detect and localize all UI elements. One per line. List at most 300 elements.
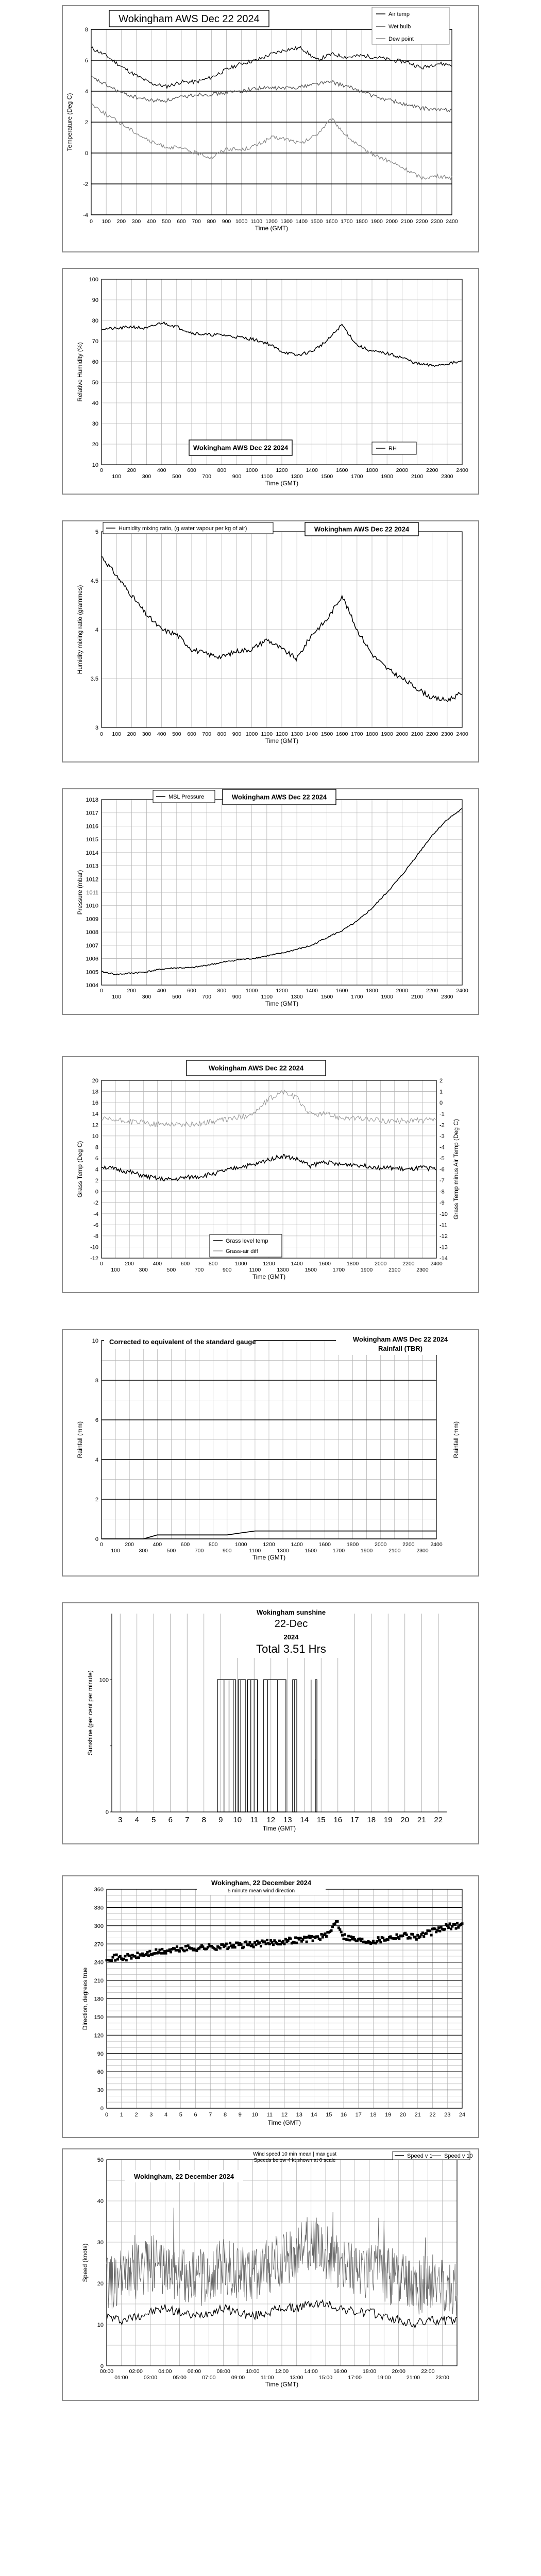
- x-tick-label: 900: [222, 1548, 232, 1554]
- data-point: [229, 1942, 231, 1944]
- x-tick-label: 900: [222, 1267, 232, 1273]
- x-tick-label: 400: [157, 467, 166, 473]
- y-tick-label: -14: [439, 1256, 448, 1262]
- data-point: [341, 1934, 344, 1937]
- x-tick-label: 1100: [249, 1548, 261, 1554]
- x-axis-label: Time (GMT): [262, 1825, 296, 1832]
- y-tick-label: 1016: [86, 823, 98, 830]
- data-point: [415, 1938, 418, 1941]
- panel-sunshine: [62, 1602, 479, 1844]
- y-tick-label: 50: [92, 380, 98, 386]
- y-tick-label: -1: [439, 1111, 445, 1117]
- x-tick-label: 18:00: [362, 2368, 377, 2375]
- y-tick-label: 1014: [86, 850, 98, 856]
- x-tick-label: 1500: [320, 473, 333, 480]
- y-axis-label: Speed (knots): [81, 2243, 89, 2282]
- x-tick-label: 4: [164, 2112, 168, 2118]
- data-point: [114, 1959, 116, 1962]
- sunshine-block: [238, 1680, 246, 1812]
- y-tick-label: 16: [92, 1100, 98, 1107]
- data-point: [331, 1925, 334, 1928]
- x-tick-label: 2200: [402, 1541, 415, 1548]
- x-tick-label: 500: [172, 731, 181, 737]
- y-tick-label: 0: [100, 2106, 104, 2112]
- y-tick-label: -2: [93, 1200, 98, 1207]
- data-point: [253, 1941, 256, 1944]
- data-point: [348, 1939, 351, 1941]
- data-point: [154, 1952, 156, 1955]
- x-tick-label: 1400: [295, 218, 308, 225]
- y-tick-label: 6: [84, 58, 88, 64]
- data-point: [456, 1922, 459, 1925]
- data-point: [184, 1945, 187, 1947]
- y-tick-label: 360: [94, 1887, 104, 1893]
- data-point: [165, 1952, 167, 1955]
- y-tick-label: 0: [105, 1809, 109, 1816]
- x-tick-label: 13: [296, 2112, 302, 2118]
- x-tick-label: 1900: [381, 731, 393, 737]
- y-tick-label: 10: [97, 2322, 104, 2328]
- y-tick-label: 1008: [86, 929, 98, 936]
- panel-temperature: [62, 5, 479, 252]
- x-tick-label: 800: [217, 731, 227, 737]
- y-tick-label: -2: [439, 1122, 445, 1129]
- x-tick-label: 07:00: [202, 2375, 216, 2381]
- data-point: [347, 1935, 350, 1938]
- y-tick-label: 90: [97, 2050, 104, 2057]
- x-tick-label: 10: [251, 2112, 258, 2118]
- y-tick-label: 1009: [86, 916, 98, 923]
- x-axis-label: Time (GMT): [252, 1273, 286, 1280]
- data-point: [382, 1937, 384, 1939]
- data-point: [379, 1941, 382, 1943]
- data-point: [138, 1956, 140, 1959]
- legend-entry-label: MSL Pressure: [168, 794, 205, 800]
- y-axis-label: Sunshine (per cent per minute): [87, 1670, 94, 1755]
- y-tick-label: 10: [92, 1133, 98, 1140]
- x-tick-label: 1800: [366, 731, 378, 737]
- data-point: [322, 1936, 324, 1939]
- y-tick-label: 8: [95, 1144, 98, 1151]
- x-tick-label: 1300: [291, 473, 303, 480]
- legend-entry-label: Dew point: [388, 36, 414, 42]
- y-tick-label: -12: [439, 1233, 448, 1240]
- y-tick-label: 1004: [86, 982, 98, 989]
- x-tick-label: 1900: [370, 218, 383, 225]
- data-point: [284, 1938, 287, 1940]
- x-tick-label: 08:00: [216, 2368, 230, 2375]
- data-point: [409, 1937, 412, 1939]
- y-tick-label: -4: [83, 212, 88, 218]
- y-tick-label: 80: [92, 318, 98, 324]
- data-point: [185, 1948, 188, 1951]
- data-point: [299, 1937, 302, 1939]
- y-axis-label: Rainfall (mm): [76, 1421, 83, 1459]
- data-point: [124, 1955, 126, 1957]
- x-tick-label: 19: [385, 2112, 392, 2118]
- x-tick-label: 2100: [388, 1548, 401, 1554]
- x-tick-label: 2300: [416, 1548, 429, 1554]
- x-tick-label: 3: [118, 1816, 123, 1824]
- x-tick-label: 18: [370, 2112, 377, 2118]
- x-tick-label: 2200: [426, 988, 438, 994]
- x-tick-label: 10:00: [246, 2368, 260, 2375]
- x-tick-label: 400: [157, 731, 166, 737]
- x-tick-label: 8: [201, 1816, 206, 1824]
- chart-year: 2024: [283, 1633, 299, 1641]
- x-tick-label: 1000: [245, 467, 258, 473]
- y-tick-label: 6: [95, 1155, 98, 1162]
- x-tick-label: 400: [153, 1541, 162, 1548]
- legend-entry-label: RH: [388, 446, 397, 452]
- data-point: [412, 1933, 414, 1936]
- x-tick-label: 23:00: [435, 2375, 449, 2381]
- x-tick-label: 1400: [306, 467, 318, 473]
- y-tick-label: 4: [95, 1166, 98, 1173]
- x-tick-label: 900: [232, 994, 242, 1000]
- x-tick-label: 400: [157, 988, 166, 994]
- x-tick-label: 700: [202, 994, 211, 1000]
- x-tick-label: 600: [180, 1261, 190, 1267]
- y-tick-label: 240: [94, 1959, 104, 1966]
- data-point: [312, 1939, 314, 1942]
- y-axis-label: Relative Humidity (%): [76, 342, 83, 402]
- y-tick-label: -2: [83, 181, 88, 188]
- y-tick-label: 3: [95, 725, 98, 731]
- x-tick-label: 2000: [374, 1541, 387, 1548]
- panel-mixing-ratio: [62, 520, 479, 762]
- y-tick-label: 30: [97, 2240, 104, 2246]
- data-point: [207, 1946, 209, 1948]
- data-point: [334, 1922, 336, 1925]
- x-tick-label: 2100: [388, 1267, 401, 1273]
- y-tick-label: -8: [439, 1189, 445, 1195]
- x-tick-label: 900: [232, 731, 242, 737]
- x-tick-label: 7: [185, 1816, 190, 1824]
- data-point: [130, 1957, 132, 1960]
- panel-grass: [62, 1056, 479, 1293]
- x-tick-label: 200: [127, 467, 137, 473]
- x-tick-label: 10: [233, 1816, 242, 1824]
- data-point: [324, 1933, 327, 1935]
- y-tick-label: 0: [84, 150, 88, 157]
- chart-note-1: Wind speed 10 min mean | max gust: [252, 2151, 337, 2157]
- y-tick-label: 2: [95, 1178, 98, 1184]
- y-tick-label: 60: [97, 2069, 104, 2076]
- data-point: [170, 1951, 172, 1953]
- chart-title: Wokingham, 22 December 2024: [133, 2173, 234, 2180]
- y-tick-label: 18: [92, 1089, 98, 1095]
- x-tick-label: 1800: [346, 1261, 359, 1267]
- x-tick-label: 1700: [332, 1267, 345, 1273]
- data-point: [225, 1943, 228, 1945]
- x-tick-label: 11: [250, 1816, 259, 1824]
- y-tick-label: 100: [89, 277, 98, 283]
- legend-entry-label: Wet bulb: [388, 24, 411, 30]
- x-tick-label: 06:00: [187, 2368, 201, 2375]
- x-tick-label: 1900: [381, 473, 393, 480]
- x-tick-label: 2100: [411, 994, 424, 1000]
- x-tick-label: 700: [192, 218, 201, 225]
- y-tick-label: 6: [95, 1417, 98, 1423]
- x-tick-label: 1600: [318, 1541, 331, 1548]
- x-tick-label: 1000: [235, 218, 248, 225]
- x-tick-label: 2200: [415, 218, 428, 225]
- pressure-chart: [63, 789, 478, 1014]
- y-tick-label: 0: [439, 1100, 443, 1107]
- x-tick-label: 2000: [385, 218, 398, 225]
- x-tick-label: 12:00: [275, 2368, 289, 2375]
- chart-title: Wokingham sunshine: [256, 1608, 326, 1616]
- y-tick-label: 1013: [86, 863, 98, 870]
- data-point: [119, 1955, 122, 1958]
- data-point: [115, 1954, 118, 1956]
- chart-title: Wokingham AWS Dec 22 2024: [119, 13, 260, 25]
- x-tick-label: 8: [223, 2112, 227, 2118]
- data-point: [268, 1943, 271, 1945]
- x-tick-label: 2400: [456, 988, 468, 994]
- data-point: [277, 1943, 280, 1945]
- x-tick-label: 2400: [456, 467, 468, 473]
- chart-title: Wokingham, 22 December 2024: [211, 1879, 312, 1887]
- x-tick-label: 2300: [441, 731, 453, 737]
- x-tick-label: 2400: [456, 731, 468, 737]
- sunshine-block: [263, 1680, 286, 1812]
- data-point: [436, 1929, 439, 1931]
- data-point: [447, 1926, 450, 1929]
- y-tick-label: 1: [439, 1089, 443, 1095]
- y-axis-label: Pressure (mbar): [76, 870, 83, 915]
- chart-total: Total 3.51 Hrs: [256, 1642, 326, 1655]
- x-tick-label: 1100: [261, 473, 273, 480]
- legend-entry-label: Humidity mixing ratio, (g water vapour per kg of air): [119, 526, 247, 532]
- x-tick-label: 0: [100, 988, 103, 994]
- y-tick-label: -5: [439, 1155, 445, 1162]
- y-axis-label: Temperature (Deg C): [66, 93, 73, 151]
- data-point: [247, 1944, 250, 1946]
- x-tick-label: 14: [311, 2112, 317, 2118]
- y-tick-label: 1006: [86, 956, 98, 962]
- data-point: [287, 1939, 290, 1942]
- y-tick-label: 20: [92, 1078, 98, 1084]
- data-point: [422, 1935, 425, 1938]
- data-point: [248, 1941, 251, 1944]
- data-point: [455, 1927, 458, 1930]
- chart-title: Wokingham AWS Dec 22 2024: [231, 793, 327, 801]
- data-point: [265, 1942, 267, 1945]
- x-tick-label: 1200: [276, 988, 288, 994]
- data-point: [148, 1950, 151, 1953]
- x-tick-label: 2000: [396, 467, 409, 473]
- data-point: [396, 1934, 398, 1936]
- data-point: [301, 1938, 304, 1941]
- y-tick-label: 4.5: [90, 578, 98, 584]
- y-tick-label: 40: [97, 2198, 104, 2205]
- y-tick-label: 1010: [86, 903, 98, 909]
- x-tick-label: 2000: [396, 988, 409, 994]
- x-tick-label: 2400: [430, 1261, 443, 1267]
- x-tick-label: 20: [400, 1816, 410, 1824]
- x-tick-label: 200: [127, 731, 137, 737]
- y-tick-label: 12: [92, 1122, 98, 1129]
- x-tick-label: 24: [459, 2112, 466, 2118]
- x-tick-label: 13: [283, 1816, 292, 1824]
- x-tick-label: 14: [300, 1816, 309, 1824]
- chart-title: Wokingham AWS Dec 22 2024: [352, 1335, 448, 1343]
- x-tick-label: 300: [131, 218, 141, 225]
- x-tick-label: 9: [218, 1816, 223, 1824]
- data-point: [450, 1928, 452, 1930]
- data-point: [240, 1943, 243, 1946]
- x-tick-label: 300: [142, 994, 151, 1000]
- x-tick-label: 1400: [306, 731, 318, 737]
- data-point: [310, 1935, 313, 1938]
- data-point: [425, 1932, 428, 1935]
- x-tick-label: 2100: [400, 218, 413, 225]
- x-tick-label: 100: [112, 473, 121, 480]
- chart-title: Wokingham AWS Dec 22 2024: [193, 444, 289, 452]
- x-tick-label: 2400: [430, 1541, 443, 1548]
- data-point: [405, 1934, 408, 1936]
- data-point: [421, 1931, 424, 1934]
- x-tick-label: 0: [100, 467, 103, 473]
- x-tick-label: 11: [266, 2112, 273, 2118]
- y-axis-label: Humidity mixing ratio (grammes): [76, 585, 83, 674]
- y-tick-label: 10: [92, 462, 98, 468]
- data-point: [113, 1954, 115, 1956]
- data-point: [255, 1943, 257, 1946]
- x-tick-label: 3: [149, 2112, 153, 2118]
- data-point: [176, 1945, 178, 1948]
- x-tick-label: 600: [187, 731, 196, 737]
- y-tick-label: 2: [439, 1078, 443, 1084]
- x-tick-label: 600: [187, 467, 196, 473]
- x-tick-label: 2400: [446, 218, 458, 225]
- x-tick-label: 2300: [441, 473, 453, 480]
- x-tick-label: 1500: [305, 1267, 317, 1273]
- y-tick-label: 210: [94, 1978, 104, 1985]
- y-tick-label: 5: [95, 529, 98, 535]
- x-axis-label: Time (GMT): [252, 1554, 286, 1561]
- data-point: [282, 1940, 284, 1943]
- x-tick-label: 1400: [291, 1261, 303, 1267]
- y-tick-label: -10: [439, 1211, 448, 1217]
- x-tick-label: 1100: [261, 731, 273, 737]
- data-point: [340, 1930, 343, 1933]
- x-tick-label: 22: [429, 2112, 436, 2118]
- x-tick-label: 1900: [360, 1548, 373, 1554]
- y-tick-label: -12: [90, 1256, 98, 1262]
- x-tick-label: 1300: [277, 1548, 289, 1554]
- data-point: [453, 1923, 456, 1926]
- y-tick-label: -4: [439, 1144, 445, 1151]
- y-tick-label: 1011: [86, 890, 98, 896]
- x-tick-label: 17: [355, 2112, 362, 2118]
- y-tick-label: 30: [97, 2087, 104, 2094]
- y-tick-label: 14: [92, 1111, 98, 1117]
- x-tick-label: 800: [217, 467, 227, 473]
- x-tick-label: 200: [125, 1541, 134, 1548]
- data-point: [289, 1938, 292, 1940]
- x-tick-label: 1200: [276, 467, 288, 473]
- humidity-chart: [63, 269, 478, 494]
- x-tick-label: 1600: [335, 988, 348, 994]
- y-tick-label: 3.5: [90, 676, 98, 682]
- x-tick-label: 1200: [265, 218, 278, 225]
- data-point: [416, 1934, 419, 1937]
- x-tick-label: 1300: [277, 1267, 289, 1273]
- y-tick-label: 0: [95, 1536, 98, 1543]
- sunshine-block: [293, 1680, 297, 1812]
- x-tick-label: 1000: [245, 731, 258, 737]
- data-point: [434, 1927, 436, 1930]
- x-tick-label: 100: [102, 218, 111, 225]
- data-point: [136, 1952, 139, 1954]
- data-point: [449, 1922, 451, 1925]
- x-tick-label: 300: [142, 731, 151, 737]
- x-tick-label: 1800: [356, 218, 368, 225]
- x-tick-label: 600: [187, 988, 196, 994]
- x-tick-label: 100: [111, 1548, 120, 1554]
- data-point: [361, 1938, 363, 1940]
- x-tick-label: 0: [100, 731, 103, 737]
- y-tick-label: 8: [84, 27, 88, 33]
- x-tick-label: 15:00: [318, 2375, 333, 2381]
- x-tick-label: 1000: [235, 1541, 247, 1548]
- x-tick-label: 12: [266, 1816, 276, 1824]
- sunshine-block: [247, 1680, 258, 1812]
- y-tick-label: 300: [94, 1923, 104, 1929]
- data-point: [271, 1941, 274, 1944]
- panel-pressure: [62, 788, 479, 1015]
- data-point: [330, 1929, 333, 1932]
- data-point: [183, 1950, 185, 1952]
- x-tick-label: 14:00: [304, 2368, 318, 2375]
- x-tick-label: 600: [177, 218, 186, 225]
- data-point: [294, 1936, 297, 1939]
- x-tick-label: 1100: [249, 1267, 261, 1273]
- x-tick-label: 22: [434, 1816, 443, 1824]
- legend-entry-label: Air temp: [388, 11, 410, 18]
- sunshine-chart: [63, 1603, 478, 1843]
- x-tick-label: 500: [166, 1267, 176, 1273]
- x-tick-label: 1: [120, 2112, 123, 2118]
- x-tick-label: 500: [172, 994, 181, 1000]
- x-tick-label: 16:00: [333, 2368, 347, 2375]
- data-point: [110, 1959, 113, 1962]
- x-tick-label: 2300: [416, 1267, 429, 1273]
- data-point: [272, 1943, 275, 1946]
- x-tick-label: 1900: [360, 1267, 373, 1273]
- data-point: [123, 1958, 125, 1960]
- x-axis-label: Time (GMT): [265, 1000, 299, 1007]
- x-tick-label: 1600: [318, 1261, 331, 1267]
- x-tick-label: 300: [142, 473, 151, 480]
- x-tick-label: 6: [168, 1816, 173, 1824]
- x-tick-label: 4: [134, 1816, 139, 1824]
- data-point: [242, 1946, 245, 1948]
- y-tick-label: 1012: [86, 876, 98, 883]
- x-axis-label: Time (GMT): [255, 225, 289, 232]
- x-tick-label: 16: [333, 1816, 343, 1824]
- x-tick-label: 100: [111, 1267, 120, 1273]
- data-point: [155, 1948, 157, 1951]
- x-tick-label: 23: [444, 2112, 451, 2118]
- x-tick-label: 11:00: [260, 2375, 274, 2381]
- x-axis-label: Time (GMT): [265, 2381, 299, 2388]
- x-tick-label: 700: [202, 473, 211, 480]
- x-tick-label: 0: [90, 218, 93, 225]
